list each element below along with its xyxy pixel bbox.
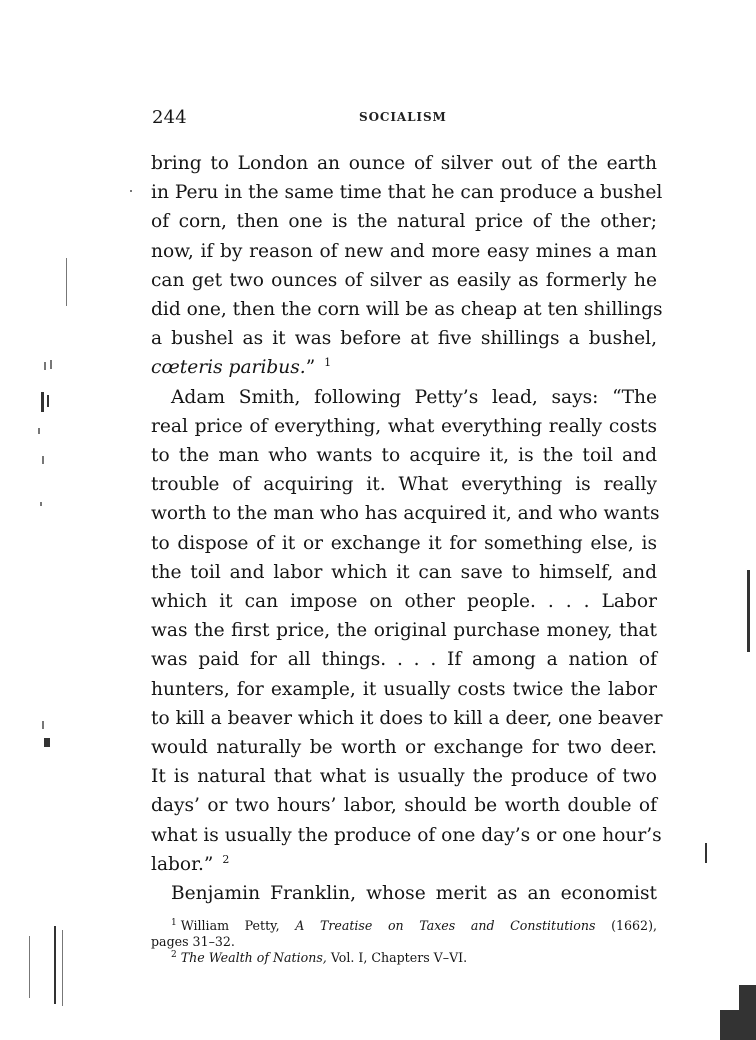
quotation-end-text: labor.” <box>151 853 220 875</box>
footnote-reference: 1 <box>324 356 332 370</box>
footnote-1 <box>151 918 657 934</box>
body-line: trouble of acquiring it. What everything is really <box>151 474 657 496</box>
body-line: bring to London an ounce of silver out of the earth <box>151 153 657 174</box>
footnote-year: (1662), <box>611 918 657 933</box>
paragraph-first-line: Benjamin Franklin, whose merit as an economist <box>171 883 657 905</box>
page-edge-mark <box>720 1010 756 1040</box>
margin-speck <box>42 456 44 464</box>
closing-quote: ” <box>305 357 322 379</box>
footnote-reference: 2 <box>222 852 230 866</box>
margin-speck <box>44 738 50 747</box>
body-line: which it can impose on other people. . . . Labor <box>151 591 657 613</box>
page-number: 244 <box>152 107 187 128</box>
margin-speck <box>38 428 40 434</box>
body-line: worth to the man who has acquired it, and who wants <box>151 503 660 525</box>
body-line: to kill a beaver which it does to kill a deer, one beaver <box>151 707 663 729</box>
body-line: the toil and labor which it can save to himself, and <box>151 561 657 583</box>
footnote-author: William Petty, <box>180 918 280 933</box>
footnotes <box>151 918 657 967</box>
body-line: now, if by reason of new and more easy mines a man <box>151 240 657 262</box>
body-line: to dispose of it or exchange it for something else, is <box>151 532 657 554</box>
margin-speck <box>40 502 42 506</box>
quotation-ending-line <box>151 353 657 382</box>
paragraph-first-line: Adam Smith, following Petty’s lead, says: “The <box>171 386 657 408</box>
main-text <box>151 149 663 908</box>
margin-speck <box>44 362 46 370</box>
footnote-title: A Treatise on Taxes and Constitutions <box>295 918 596 933</box>
page-edge-mark <box>705 843 707 863</box>
margin-speck <box>62 930 63 1006</box>
footnote-reference-text: Vol. I, Chapters V–VI. <box>330 950 468 966</box>
margin-speck <box>66 258 67 306</box>
body-line: was paid for all things. . . . If among a nation of <box>151 649 657 671</box>
body-line: of corn, then one is the natural price of the other; <box>151 211 657 233</box>
body-line: in Peru in the same time that he can produce a bushel <box>151 182 663 204</box>
body-line: a bushel as it was before at five shillings a bushel, <box>151 328 657 350</box>
margin-speck <box>50 360 52 369</box>
body-line: can get two ounces of silver as easily as formerly he <box>151 269 657 291</box>
body-line: did one, then the corn will be as cheap at ten shillings <box>151 299 663 321</box>
margin-speck <box>29 936 30 998</box>
footnote-title: The Wealth of Nations, <box>180 950 327 966</box>
running-head: SOCIALISM <box>359 110 447 124</box>
body-line: to the man who wants to acquire it, is the toil and <box>151 445 657 467</box>
body-line: would naturally be worth or exchange for two deer. <box>151 737 657 759</box>
body-line: real price of everything, what everything really costs <box>151 415 657 437</box>
margin-speck <box>47 395 49 407</box>
footnote-2 <box>151 950 657 966</box>
body-line: days’ or two hours’ labor, should be worth double of <box>151 795 657 817</box>
body-line: hunters, for example, it usually costs twice the labor <box>151 678 657 700</box>
footnote-mark: 1 <box>171 918 177 928</box>
quotation-ending-line <box>151 850 657 879</box>
margin-speck <box>54 926 56 1004</box>
margin-speck <box>41 392 44 412</box>
margin-speck <box>42 721 44 729</box>
footnote-continuation: pages 31–32. <box>151 934 235 950</box>
margin-speck <box>130 190 132 192</box>
page-edge-mark <box>747 570 750 652</box>
body-line: what is usually the produce of one day’s or one hour’s <box>151 824 662 846</box>
latin-phrase: cœteris paribus. <box>151 357 306 379</box>
body-line: was the first price, the original purchase money, that <box>151 620 657 642</box>
page-edge-mark <box>739 985 756 1010</box>
body-line: It is natural that what is usually the produce of two <box>151 766 657 788</box>
footnote-mark: 2 <box>171 950 177 961</box>
